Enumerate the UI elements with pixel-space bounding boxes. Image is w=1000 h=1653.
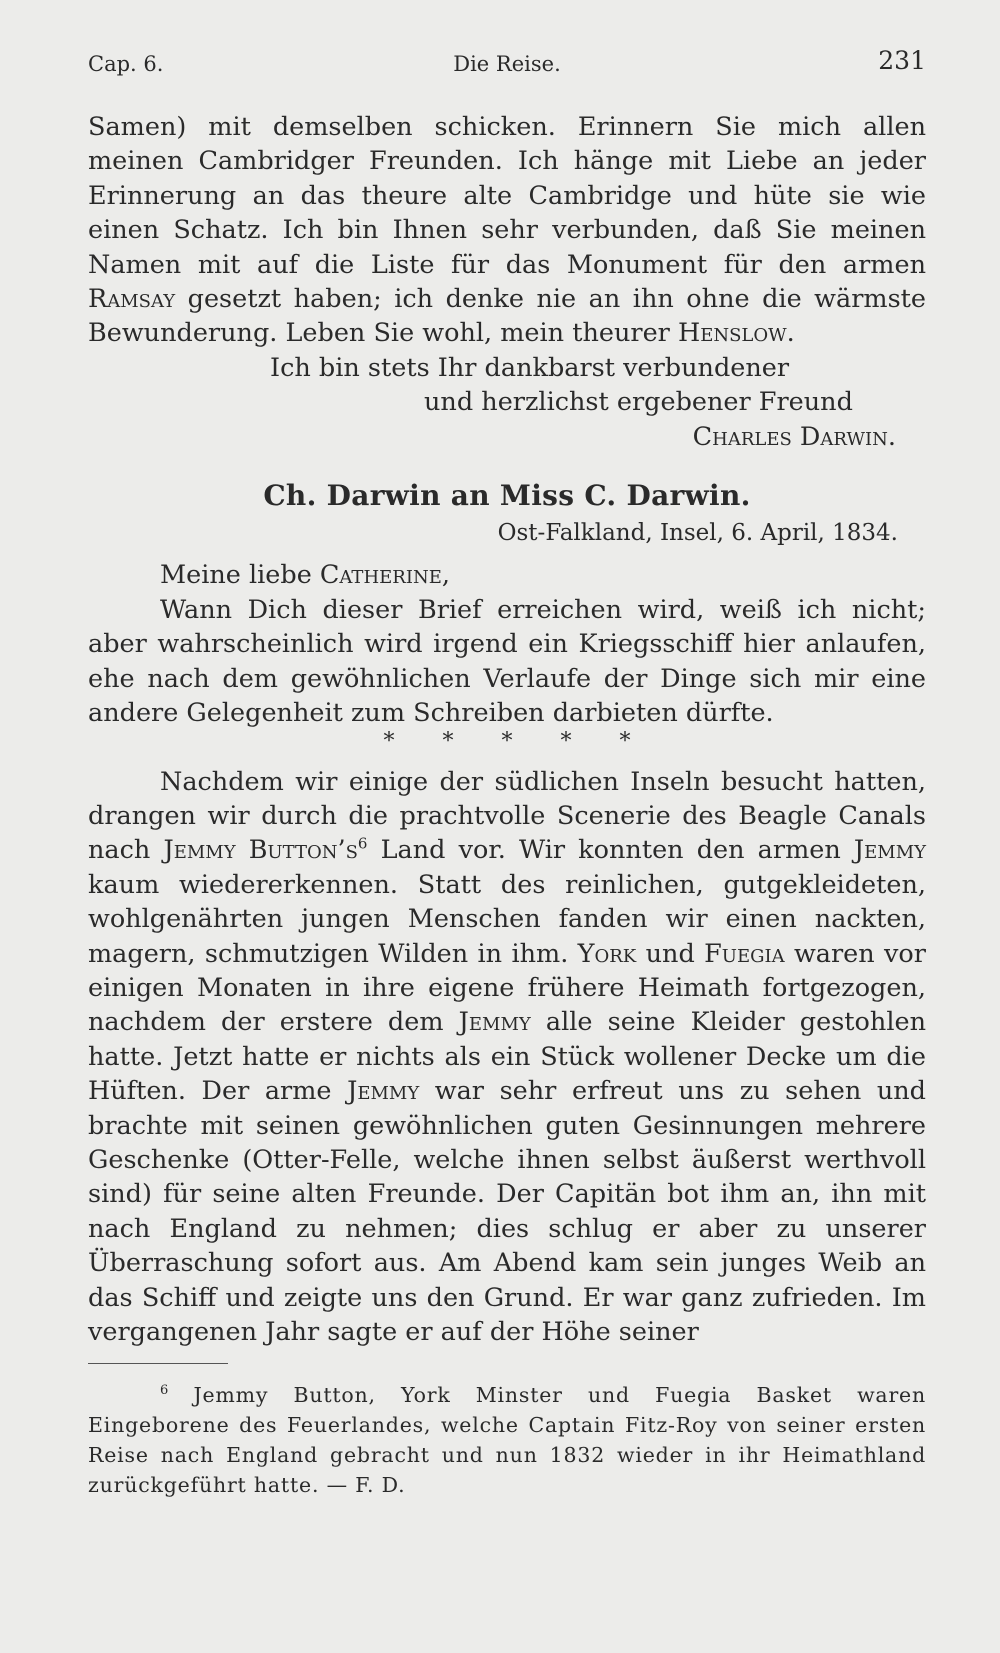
person-name-catherine: Catherine: [319, 560, 442, 591]
person-name-jemmy: Jemmy: [347, 1076, 420, 1107]
footnote-text: Jemmy Button, York Minster und Fuegia Basket waren Eingeborene des Feuerlandes, welche Captain Fitz-Roy von seiner ersten Reise nach England gebracht und nun 1832 wieder in ihr Heimathland zurückgeführt hatte. — F. D.: [88, 1383, 926, 1498]
letter-henslow-closing-paragraph: [88, 110, 926, 351]
person-name-henslow: Henslow: [677, 318, 787, 349]
paragraph-text: kaum wiedererkennen. Statt des reinlichen, gutgekleideten, wohlgenährten jungen Menschen fanden wir einen nackten, magern, schmutzigen Wilden in ihm.: [88, 869, 926, 969]
paragraph-text: Nachdem wir einige der südlichen Inseln besucht hatten, drangen wir durch die prachtvolle Scenerie des Beagle Canals nach: [88, 766, 926, 866]
footnote-reference[interactable]: 6: [357, 834, 368, 853]
section-break-stars: *****: [383, 728, 679, 754]
footnote-divider: [88, 1363, 228, 1364]
paragraph-text: war sehr erfreut uns zu sehen und brachte mit seinen gewöhnlichen guten Gesinnungen mehrere Geschenke (Otter-Felle, welche ihnen selbst äußerst werthvoll sind) für seine alten Freunde. Der Capitän bot ihm an, ihn mit nach England zu nehmen; dies schlug er aber zu unserer Überraschung sofort aus. Am Abend kam sein junges Weib an das Schiff und zeigte uns den Grund. Er war ganz zufrieden. Im vergangenen Jahr sagte er auf der Höhe seiner: [88, 1076, 926, 1347]
salutation-text: ,: [441, 560, 450, 591]
paragraph-text: Samen) mit demselben schicken. Erinnern Sie mich allen meinen Cambridger Freunden. Ich hänge mit Liebe an jeder Erinnerung an das theure alte Cambridge und hüte sie wie einen Schatz. Ich bin Ihnen sehr verbunden, daß Sie meinen Namen mit auf die Liste für das Monument für den armen: [88, 112, 926, 280]
closing-line-1: Ich bin stets Ihr dankbarst verbundener: [270, 352, 790, 383]
paragraph-text: .: [786, 318, 795, 349]
person-name-jemmy: Jemmy: [853, 835, 927, 866]
person-name-jemmy-button: Jemmy Button’s: [163, 835, 358, 866]
paragraph-text: Land vor. Wir konnten den armen: [367, 835, 854, 866]
page-number: 231: [878, 46, 926, 75]
person-name-york: York: [577, 938, 637, 969]
page-body: [88, 110, 926, 1500]
salutation: [88, 558, 926, 592]
paragraph-text: waren vor einigen Monaten in ihre eigene frühere Heimath fortgezogen, nachdem der erstere dem: [88, 938, 926, 1038]
closing-line-2: und herzlichst ergebener Freund: [424, 387, 853, 418]
signature: Charles Darwin.: [692, 421, 896, 452]
running-header: [88, 46, 926, 80]
letter-dateline: Ost-Falkland, Insel, 6. April, 1834.: [497, 520, 898, 547]
salutation-text: Meine liebe: [160, 560, 320, 591]
paragraph-text: und: [636, 938, 705, 969]
running-title: Die Reise.: [453, 52, 561, 76]
letter-paragraph-1: Wann Dich dieser Brief erreichen wird, weiß ich nicht; aber wahrscheinlich wird irgend ein Kriegsschiff hier anlaufen, ehe nach dem gewöhnlichen Verlaufe der Dinge sich mir eine andere Gelegenheit zum Schreiben darbieten dürfte.: [88, 594, 926, 729]
footnote: [88, 1376, 926, 1500]
person-name-jemmy: Jemmy: [458, 1007, 531, 1038]
person-name-fuegia: Fuegia: [704, 938, 785, 969]
letter-heading: Ch. Darwin an Miss C. Darwin.: [263, 479, 751, 513]
chapter-label: Cap. 6.: [88, 52, 164, 76]
person-name-ramsay: Ramsay: [88, 284, 176, 315]
footnote-number: 6: [160, 1383, 169, 1399]
letter-paragraph-2: [88, 765, 926, 1350]
paragraph-text: gesetzt haben; ich denke nie an ihn ohne die wärmste Bewunderung. Leben Sie wohl, mein theurer: [88, 284, 926, 349]
paragraph-text: alle seine Kleider gestohlen hatte. Jetzt hatte er nichts als ein Stück wollener Decke um die Hüften. Der arme: [88, 1007, 926, 1107]
spacer: [88, 753, 926, 765]
